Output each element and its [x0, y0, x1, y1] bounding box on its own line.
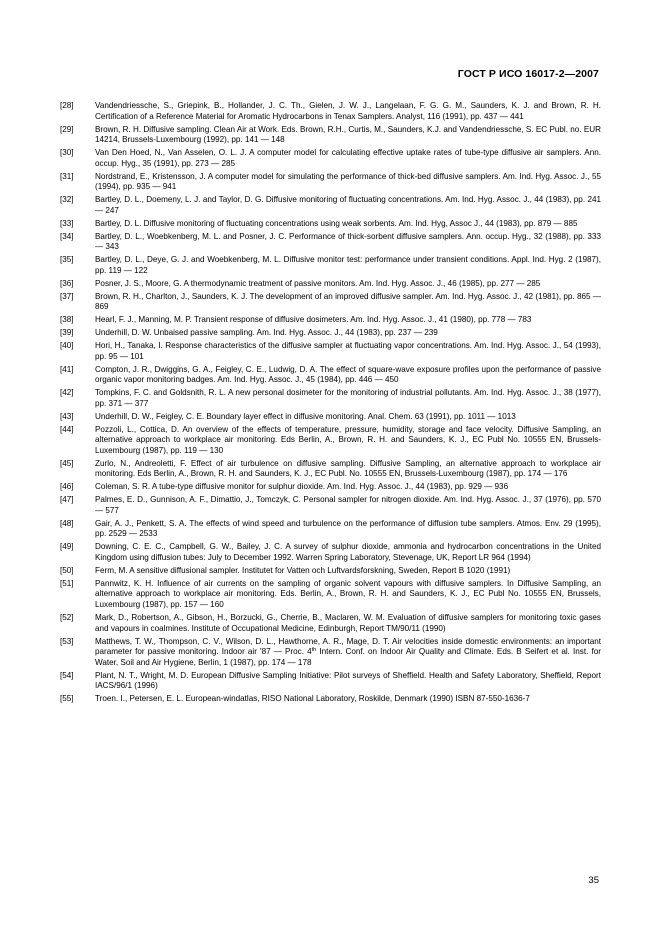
reference-number: [28]	[60, 101, 74, 110]
reference-number: [35]	[60, 255, 74, 265]
reference-item	[60, 388, 601, 409]
reference-number: [40]	[60, 341, 74, 351]
page-number: 35	[588, 875, 599, 886]
reference-number: [46]	[60, 482, 74, 492]
reference-text: Gair, A. J., Penkett, S. A. The effects of wind speed and turbulence on the performance of diffusion tube samplers. Atmos. Env. 29 (1995), pp. 2529 — 2533	[95, 518, 601, 539]
reference-text: Troen. I., Petersen, E. L. European-windatlas, RISO National Laboratory, Roskilde, Denmark (1990) ISBN 87-550-1636-7	[95, 694, 530, 704]
reference-text: Underhill, D. W., Feigley, C. E. Boundary layer effect in diffusive monitoring. Anal. Chem. 63 (1991), pp. 1011 — 1013	[95, 411, 516, 421]
reference-number: [29]	[60, 124, 74, 134]
reference-number: [42]	[60, 388, 74, 398]
reference-list	[60, 101, 601, 707]
reference-item	[60, 412, 601, 423]
superscript: th	[311, 647, 317, 654]
reference-number: [48]	[60, 518, 74, 528]
standard-designation: ГОСТ Р ИСО 16017-2—2007	[457, 68, 599, 80]
reference-text: Nordstrand, E., Kristensson, J. A computer model for simulating the performance of thick-bed diffusive samplers. Am. Ind. Hyg. Assoc. J., 55 (1994), pp. 935 — 941	[95, 171, 601, 192]
reference-text: Pozzoli, L., Cottica, D. An overview of the effects of temperature, pressure, humidity, storage and face velocity. Diffusive Sampling, an alternative approach to workplace air monitoring. Eds Berlin, A., Brown, R. H. and Saunders, K. J., EC Publ No. 10555 EN, Brussels-Luxembourg (1987), pp. 119 — 130	[95, 424, 601, 455]
reference-text: Mark, D., Robertson, A., Gibson, H., Borzucki, G., Cherrie, B., Maclaren, W. M. Evaluation of diffusive samplers for monitoring toxic gases and vapours in coalmines. Institute of Occupational Medicine, Edinburgh, Report TM/90/11 (1990)	[95, 613, 601, 633]
reference-item	[60, 279, 601, 290]
reference-text: Bartley, D. L., Deye, G. J. and Woebkenberg, M. L. Diffusive monitor test: performance under transient conditions. Appl. Ind. Hyg. 2 (1987), pp. 119 — 122	[95, 255, 601, 275]
reference-number: [53]	[60, 636, 74, 646]
reference-item	[60, 637, 601, 669]
reference-item	[60, 671, 601, 692]
reference-item	[60, 292, 601, 313]
reference-text: Brown, R. H. Diffusive sampling. Clean Air at Work. Eds. Brown, R.H., Curtis, M., Saunders, K.J. and Vandendriessche, S. EC Publ. no. EUR 14214, Brussels-Luxembourg (1992), pp. 141 — 148	[95, 124, 601, 145]
reference-text: Underhill, D. W. Unbaised passive sampling. Am. Ind. Hyg. Assoc. J., 44 (1983), pp. 237 — 239	[95, 328, 438, 338]
reference-item	[60, 459, 601, 480]
reference-item	[60, 255, 601, 276]
reference-text: Palmes, E. D., Gunnison, A. F., Dimattio, J., Tomczyk, C. Personal sampler for nitrogen dioxide. Am. Ind. Hyg. Assoc. J., 37 (1976), pp. 570 — 577	[95, 495, 601, 515]
reference-item	[60, 542, 601, 563]
reference-number: [30]	[60, 148, 74, 158]
reference-text: Vandendriessche, S., Griepink, B., Hollander, J. C. Th., Gielen, J. W. J., Langelaan, F. G. G. M., Saunders, K. J. and Brown, R. H. Certification of a Reference Material for Aromatic Hydrocarbons in Tenax Samplers. Analyst, 116 (1991), pp. 437 — 441	[95, 101, 601, 121]
reference-text: Pannwitz, K. H. Influence of air currents on the sampling of organic solvent vapours with diffusive samplers. In Diffusive Sampling, an alternative approach to workplace air monitoring. Eds. Berlin, A., Brown, R. H. and Saunders, K. J., EC Publ No. 10555 EN, Brussels, Luxembourg (1987), pp. 157 — 160	[95, 578, 601, 610]
reference-number: [47]	[60, 495, 74, 505]
reference-item	[60, 566, 601, 577]
reference-item	[60, 341, 601, 362]
reference-number: [43]	[60, 411, 74, 421]
reference-number: [54]	[60, 670, 74, 680]
reference-item	[60, 613, 601, 634]
reference-text: Plant, N. T., Wright, M. D. European Diffusive Sampling Initiative: Pilot surveys of Sheffield. Health and Safety Laboratory, Sheffield, Report IACS/96/1 (1996)	[95, 670, 601, 691]
reference-text: Posner, J. S., Moore, G. A thermodynamic treatment of passive monitors. Am. Ind. Hyg. Assoc. J., 46 (1985), pp. 277 — 285	[95, 278, 541, 288]
reference-text: Coleman, S. R. A tube-type diffusive monitor for sulphur dioxide. Am. Ind. Hyg. Assoc. J., 44 (1983), pp. 929 — 936	[95, 482, 509, 492]
reference-item	[60, 219, 601, 230]
reference-text: Zurlo, N., Andreoletti, F. Effect of air turbulence on diffusive sampling. Diffusive Sampling, an alternative approach to workplace air monitoring. Eds Berlin, A., Brown, R. H. and Saunders, K. J., EC Publ. No. 10555 EN, Brussels-Luxembourg (1987), pp. 174 — 176	[95, 458, 601, 479]
reference-number: [33]	[60, 218, 74, 228]
reference-item	[60, 125, 601, 146]
reference-number: [32]	[60, 195, 74, 205]
reference-item	[60, 101, 601, 122]
reference-number: [31]	[60, 171, 74, 181]
reference-item	[60, 328, 601, 339]
reference-item	[60, 315, 601, 326]
reference-number: [37]	[60, 291, 74, 301]
reference-text-part: Matthews, T. W., Thompson, C. V., Wilson, D. L., Hawthorne, A. R., Mage, D. T. Air velocities inside domestic environments: an important parameter for passive monitoring. Indoor air '87 — Proc. 4	[95, 636, 601, 657]
reference-number: [34]	[60, 231, 74, 241]
reference-number: [44]	[60, 424, 74, 434]
reference-number: [45]	[60, 458, 74, 468]
reference-item	[60, 148, 601, 169]
reference-text: Bartley, D. L. Diffusive monitoring of fluctuating concentrations using weak sorbents. Am. Ind. Hyg, Assoc J., 44 (1983), pp. 879 — 885	[95, 218, 578, 228]
reference-number: [51]	[60, 578, 74, 588]
reference-text: Van Den Hoed, N., Van Asselen, O. L. J. A computer model for calculating effective uptake rates of tube-type diffusive air samplers. Ann. occup. Hyg., 35 (1991), pp. 273 — 285	[95, 148, 601, 168]
reference-item	[60, 232, 601, 253]
reference-text: Compton, J. R., Dwiggins, G. A., Feigley, C. E., Ludwig, D. A. The effect of square-wave exposure profiles upon the performance of passive organic vapor monitoring badges. Am. Ind. Hyg. Assoc. J., 45 (1984), pp. 446 — 450	[95, 364, 601, 385]
reference-item	[60, 365, 601, 386]
reference-text: Tompkins, F. C. and Goldsnith, R. L. A new personal dosimeter for the monitoring of industrial pollutants. Am. Ind. Hyg. Assoc. J., 38 (1977), pp. 371 — 377	[95, 388, 601, 408]
reference-item	[60, 579, 601, 611]
reference-text: Brown, R. H., Charlton, J., Saunders, K. J. The development of an improved diffusive sampler. Am. Ind. Hyg. Assoc. J., 42 (1981), pp. 865 — 869	[95, 291, 601, 312]
reference-number: [39]	[60, 328, 74, 338]
reference-item	[60, 482, 601, 493]
reference-item	[60, 495, 601, 516]
reference-number: [55]	[60, 694, 74, 704]
reference-number: [41]	[60, 364, 74, 374]
reference-text	[95, 637, 601, 669]
reference-text: Hori, H., Tanaka, I. Response characteristics of the diffusive sampler at fluctuating vapor concentrations. Am. Ind. Hyg. Assoc. J., 54 (1993), pp. 95 — 101	[95, 341, 601, 361]
reference-text: Bartley, D. L., Woebkenberg, M. L. and Posner, J. C. Performance of thick-sorbent diffusive samplers. Ann. occup. Hyg., 32 (1988), pp. 333 — 343	[95, 231, 601, 252]
reference-item	[60, 425, 601, 457]
reference-item	[60, 172, 601, 193]
reference-text: Bartley, D. L., Doemeny, L. J. and Taylor, D. G. Diffusive monitoring of fluctuating concentrations. Am. Ind. Hyg. Assoc. J., 44 (1983), pp. 241 — 247	[95, 195, 601, 215]
reference-text: Ferm, M. A sensitive diffusional sampler. Institutet for Vatten och Luftvardsforskning, Sweden, Report B 1020 (1991)	[95, 565, 511, 575]
reference-item	[60, 694, 601, 705]
reference-number: [50]	[60, 565, 74, 575]
reference-number: [49]	[60, 542, 74, 552]
reference-item	[60, 195, 601, 216]
reference-text-part: Intern. Conf. on Indoor Air Quality and Climate. Eds. B Seifert et al. Inst. for Water, Soil and Air Hygiene, Berlin, 1 (1987), pp. 174 — 178	[95, 647, 601, 667]
reference-text: Hearl, F. J., Manning, M. P. Transient response of diffusive dosimeters. Am. Ind. Hyg. Assoc. J., 41 (1980), pp. 778 — 783	[95, 315, 532, 325]
reference-text: Downing, C. E. C., Campbell, G. W., Bailey, J. C. A survey of sulphur dioxide, ammonia and hydrocarbon concentrations in the United Kingdom using diffusion tubes: July to December 1992. Warren Spring Laboratory, Stevenage, UK, Report LR 964 (1994)	[95, 542, 601, 562]
reference-number: [36]	[60, 278, 74, 288]
reference-number: [52]	[60, 613, 74, 623]
reference-number: [38]	[60, 315, 74, 325]
reference-item	[60, 519, 601, 540]
